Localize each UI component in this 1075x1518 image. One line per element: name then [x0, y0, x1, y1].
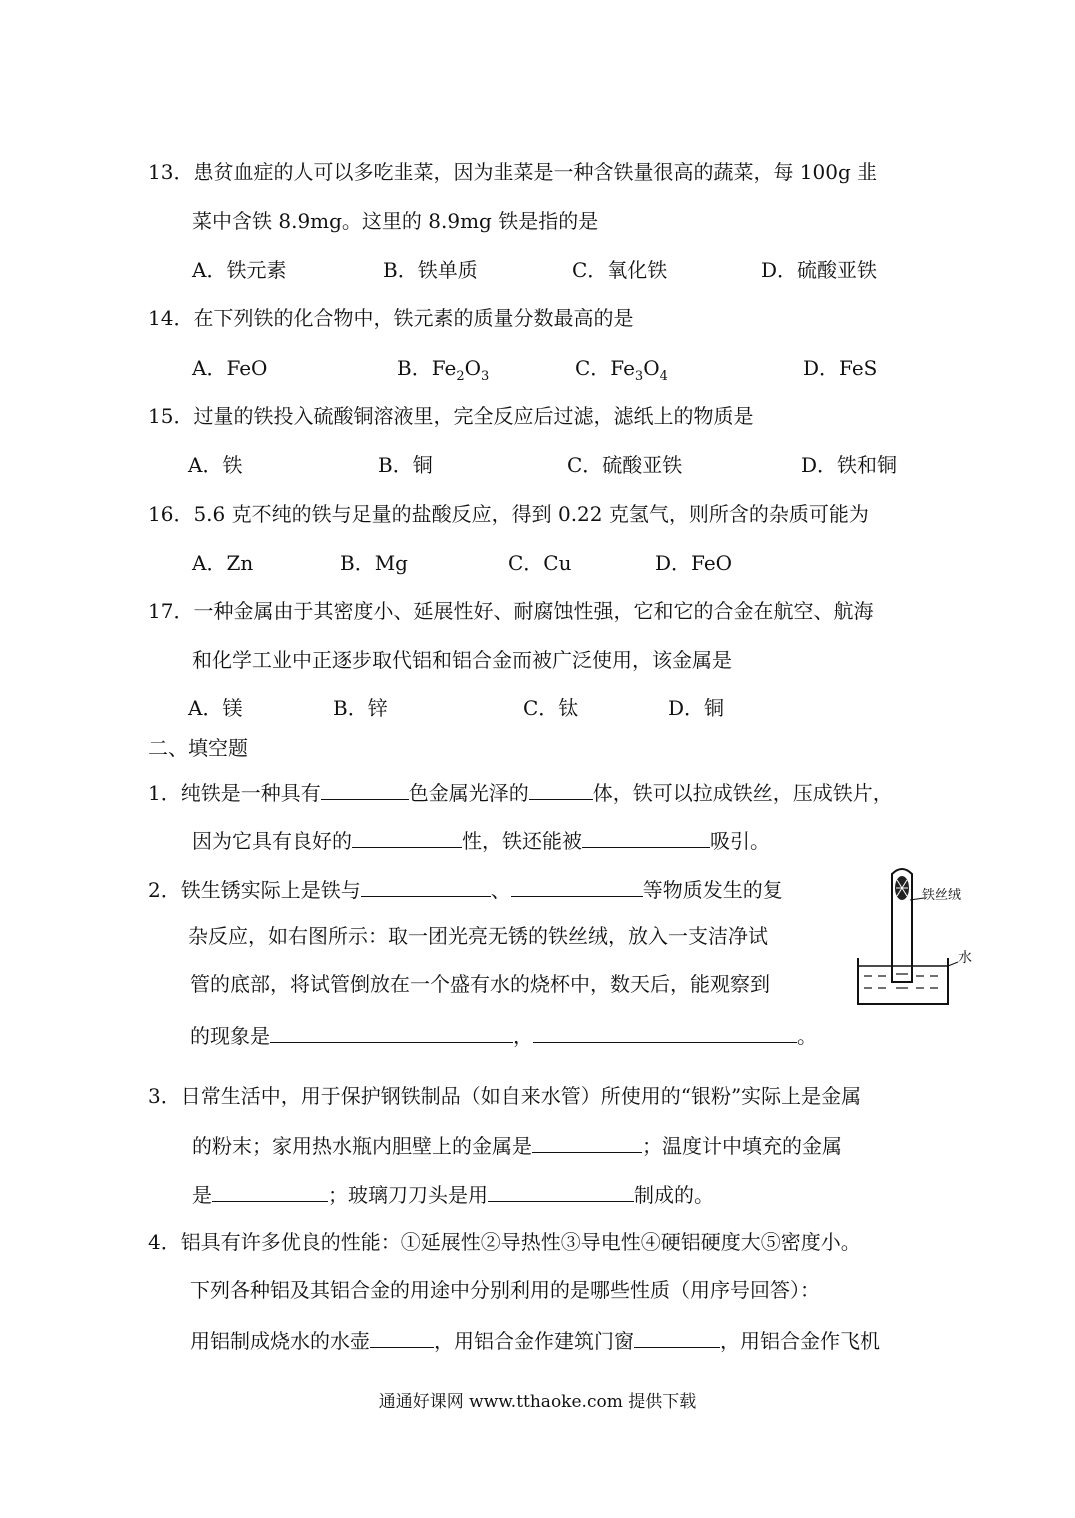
- f1-blank-4[interactable]: [582, 825, 710, 848]
- f2-blank-4[interactable]: [533, 1020, 797, 1043]
- f3-line3: 是 ；玻璃刀刀头是用 制成的。: [192, 1179, 714, 1209]
- q14-option-a: A．FeO: [192, 356, 268, 380]
- q15-line1: 15．过量的铁投入硫酸铜溶液里，完全反应后过滤，滤纸上的物质是: [148, 404, 754, 428]
- f1-blank-1[interactable]: [321, 777, 409, 800]
- f1-line2: 因为它具有良好的 性，铁还能被 吸引。: [192, 825, 770, 855]
- f1-line1: 1．纯铁是一种具有 色金属光泽的 体，铁可以拉成铁丝，压成铁片，: [148, 777, 893, 807]
- f2-line1: 2．铁生锈实际上是铁与 、 等物质发生的复: [148, 874, 783, 904]
- q17-line1: 17．一种金属由于其密度小、延展性好、耐腐蚀性强，它和它的合金在航空、航海: [148, 599, 874, 623]
- q13-line1: 13．患贫血症的人可以多吃韭菜，因为韭菜是一种含铁量很高的蔬菜，每 100g 韭: [148, 160, 878, 184]
- q17-option-a: A．镁: [188, 696, 243, 720]
- q16-option-a: A．Zn: [192, 551, 254, 575]
- f1-blank-3[interactable]: [352, 825, 462, 848]
- f4-blank-1[interactable]: [370, 1325, 434, 1348]
- f2-blank-2[interactable]: [511, 874, 643, 897]
- q13-option-b: B．铁单质: [383, 258, 478, 282]
- f3-line1: 3．日常生活中，用于保护钢铁制品（如自来水管）所使用的“银粉”实际上是金属: [148, 1084, 862, 1108]
- f2-line3: 管的底部，将试管倒放在一个盛有水的烧杯中，数天后，能观察到: [190, 972, 770, 996]
- q16-option-d: D．FeO: [655, 551, 733, 575]
- f3-line2: 的粉末；家用热水瓶内胆壁上的金属是 ；温度计中填充的金属: [192, 1130, 842, 1160]
- q16-option-c: C．Cu: [508, 551, 572, 575]
- q13-option-d: D．硫酸亚铁: [761, 258, 878, 282]
- f2-line2: 杂反应，如右图所示：取一团光亮无锈的铁丝绒，放入一支洁净试: [188, 924, 768, 948]
- q13-option-a: A．铁元素: [192, 258, 287, 282]
- fig-label-water: 水: [958, 950, 972, 966]
- q17-option-d: D．铜: [668, 696, 725, 720]
- q15-option-d: D．铁和铜: [801, 453, 898, 477]
- q15-option-b: B．铜: [378, 453, 433, 477]
- f3-blank-2[interactable]: [212, 1179, 328, 1202]
- q14-option-d: D．FeS: [803, 356, 878, 380]
- fig-label-steel-wool: 铁丝绒: [922, 888, 962, 903]
- q16-option-b: B．Mg: [340, 551, 408, 575]
- test-tube-beaker-icon: [852, 862, 982, 1012]
- q16-line1: 16．5.6 克不纯的铁与足量的盐酸反应，得到 0.22 克氢气，则所含的杂质可能为: [148, 502, 869, 526]
- q13-option-c: C．氧化铁: [572, 258, 668, 282]
- q15-option-a: A．铁: [188, 453, 243, 477]
- page-footer: 通通好课网 www.tthaoke.com 提供下载: [378, 1392, 697, 1412]
- q15-option-c: C．硫酸亚铁: [567, 453, 683, 477]
- f4-line3: 用铝制成烧水的水壶 ，用铝合金作建筑门窗 ，用铝合金作飞机: [190, 1325, 880, 1355]
- q14-option-b: B．$Fe_2O_3$: [397, 356, 490, 384]
- f4-line1: 4．铝具有许多优良的性能：①延展性②导热性③导电性④硬铝硬度大⑤密度小。: [148, 1230, 861, 1254]
- f2-line4: 的现象是 ， 。: [190, 1020, 817, 1050]
- f3-blank-1[interactable]: [532, 1130, 642, 1153]
- q17-option-b: B．锌: [333, 696, 388, 720]
- section-title: 二、填空题: [148, 736, 248, 760]
- q13-line2: 菜中含铁 8.9mg。这里的 8.9mg 铁是指的是: [192, 209, 599, 233]
- f4-blank-2[interactable]: [634, 1325, 720, 1348]
- f4-line2: 下列各种铝及其铝合金的用途中分别利用的是哪些性质（用序号回答）：: [190, 1278, 820, 1302]
- q17-line2: 和化学工业中正逐步取代铝和铝合金而被广泛使用，该金属是: [192, 648, 732, 672]
- q14-line1: 14．在下列铁的化合物中，铁元素的质量分数最高的是: [148, 306, 634, 330]
- f1-blank-2[interactable]: [529, 777, 593, 800]
- f2-blank-3[interactable]: [270, 1020, 513, 1043]
- f2-blank-1[interactable]: [361, 874, 491, 897]
- f3-blank-3[interactable]: [488, 1179, 634, 1202]
- rust-experiment-figure: [852, 862, 982, 1012]
- q14-option-c: C．$Fe_3O_4$: [575, 356, 668, 384]
- q17-option-c: C．钛: [523, 696, 579, 720]
